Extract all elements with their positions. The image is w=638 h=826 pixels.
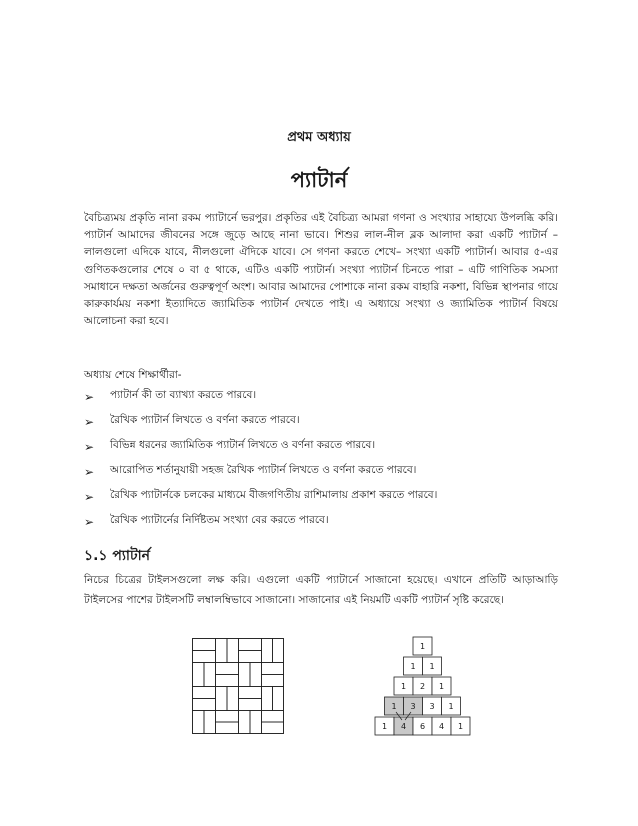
objective-item xyxy=(84,484,558,509)
pyramid-cell-value: 3 xyxy=(410,702,416,711)
objective-text: প্যাটার্ন কী তা ব্যাখ্যা করতে পারবে। xyxy=(110,389,257,401)
objective-item xyxy=(84,509,558,534)
chapter-title: প্যাটার্ন xyxy=(290,168,348,192)
objectives-list xyxy=(84,384,558,534)
objective-text: রৈখিক প্যাটার্নকে চলকের মাধ্যমে বীজগণিতীয় রাশিমালায় প্রকাশ করতে পারবে। xyxy=(110,489,438,501)
objective-text: রৈখিক প্যাটার্ন লিখতে ও বর্ণনা করতে পারবে। xyxy=(110,414,300,426)
arrow-bullet-icon: ➢ xyxy=(84,414,95,429)
pyramid-cell-value: 1 xyxy=(457,722,464,731)
objective-item xyxy=(84,434,558,459)
pyramid-cell-value: 6 xyxy=(419,722,426,731)
pyramid-cell-value: 4 xyxy=(400,722,407,731)
objective-text: রৈখিক প্যাটার্নের নির্দিষ্টতম সংখ্যা বের করতে পারবে। xyxy=(110,514,329,526)
pyramid-cell-value: 1 xyxy=(448,702,454,711)
pyramid-cell-value: 3 xyxy=(429,702,435,711)
pyramid-cell-value: 1 xyxy=(381,722,388,731)
number-pyramid-figure xyxy=(372,636,476,736)
objective-item xyxy=(84,459,558,484)
objective-text: আরোপিত শর্তানুযায়ী সহজ রৈখিক প্যাটার্ন লিখতে ও বর্ণনা করতে পারবে। xyxy=(110,464,417,476)
chapter-label: প্রথম অধ্যায় xyxy=(287,130,351,145)
objectives-heading: অধ্যায় শেষে শিক্ষার্থীরা- xyxy=(84,369,182,381)
pyramid-cell-value: 1 xyxy=(419,642,426,651)
pyramid-cell-value: 4 xyxy=(438,722,445,731)
arrow-bullet-icon: ➢ xyxy=(84,489,95,504)
section-paragraph: নিচের চিত্রের টাইলসগুলো লক্ষ করি। এগুলো একটি প্যাটার্নে সাজানো হয়েছে। এখানে প্রতিটি আড়াআড়ি টাইলসের পাশের টাইলসটি লম্বালম্বিভাবে সাজানো। সাজানোর এই নিয়মটি একটি প্যাটার্ন সৃষ্টি করেছে। xyxy=(84,574,558,606)
pyramid-cell-value: 1 xyxy=(391,702,397,711)
objective-item xyxy=(84,409,558,434)
intro-paragraph: বৈচিত্র্যময় প্রকৃতি নানা রকম প্যাটার্নে ভরপুর। প্রকৃতির এই বৈচিত্র্য আমরা গণনা ও সংখ্যার সাহায্যে উপলব্ধি করি। প্যাটার্ন আমাদের জীবনের সঙ্গে জুড়ে আছে নানা ভাবে। শিশুর লাল-নীল ব্লক আলাদা করা একটি প্যাটার্ন – লালগুলো এদিকে যাবে, নীলগুলো ঐদিকে যাবে। সে গণনা করতে শেখে– সংখ্যা একটি প্যাটার্ন। আবার ৫-এর গুণিতকগুলোর শেষে ০ বা ৫ থাকে, এটিও একটি প্যাটার্ন। সংখ্যা প্যাটার্ন চিনতে পারা – এটি গাণিতিক সমস্যা সমাধানে দক্ষতা অর্জনের গুরুত্বপূর্ণ অংশ। আবার আমাদের পোশাকে নানা রকম বাহারি নকশা, বিভিন্ন স্থাপনার গায়ে কারুকার্যময় নকশা ইত্যাদিতে জ্যামিতিক প্যাটার্ন দেখতে পাই। এ অধ্যায়ে সংখ্যা ও জ্যামিতিক প্যাটার্ন বিষয়ে আলোচনা করা হবে। xyxy=(84,212,558,328)
pyramid-cell-value: 2 xyxy=(419,682,426,691)
pyramid-cell-value: 1 xyxy=(438,682,445,691)
arrow-bullet-icon: ➢ xyxy=(84,514,95,529)
pyramid-cell-value: 1 xyxy=(400,682,407,691)
section-title: ১.১ প্যাটার্ন xyxy=(84,548,151,564)
arrow-bullet-icon: ➢ xyxy=(84,389,95,404)
pyramid-cell-value: 1 xyxy=(429,662,435,671)
pyramid-cell-value: 1 xyxy=(410,662,416,671)
objective-text: বিভিন্ন ধরনের জ্যামিতিক প্যাটার্ন লিখতে ও বর্ণনা করতে পারবে। xyxy=(110,439,376,451)
tile-pattern-figure xyxy=(192,638,284,734)
arrow-bullet-icon: ➢ xyxy=(84,439,95,454)
objective-item xyxy=(84,384,558,409)
arrow-bullet-icon: ➢ xyxy=(84,464,95,479)
